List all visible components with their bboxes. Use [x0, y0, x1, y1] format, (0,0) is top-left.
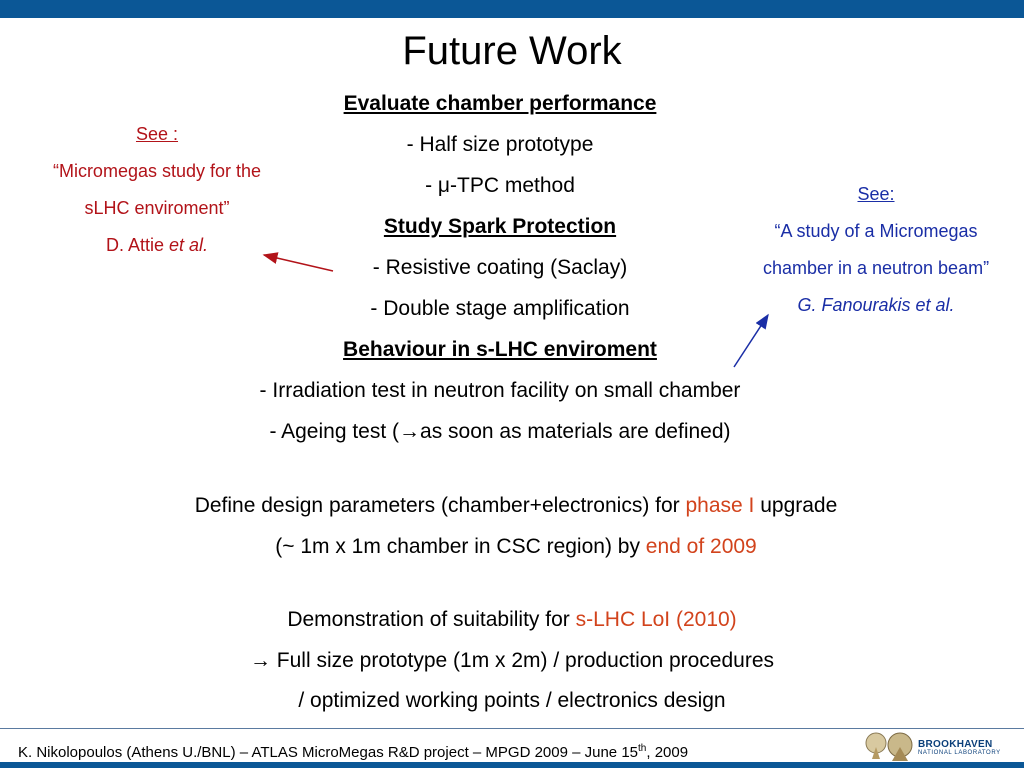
logo-name: BROOKHAVEN: [918, 739, 993, 750]
note-left-author-name: D. Attie: [105, 235, 169, 255]
footer-superscript: th: [638, 743, 647, 754]
note-left-title-1: “Micromegas study for the: [52, 161, 262, 181]
footer-year: , 2009: [646, 744, 689, 761]
item-resistive-coating: - Resistive coating (Saclay): [372, 256, 628, 279]
atlas-figure-icon: [862, 729, 916, 762]
item-double-stage: - Double stage amplification: [370, 297, 630, 320]
demo-line-2: → Full size prototype (1m x 2m) / production procedures: [249, 649, 775, 672]
item-half-size-prototype: - Half size prototype: [406, 133, 594, 156]
slide-title: Future Work: [402, 29, 622, 73]
item-mu-tpc-method: - μ-TPC method: [425, 174, 575, 197]
demo-line-1-text: Demonstration of suitability for: [287, 608, 576, 631]
design-line-2-text: (~ 1m x 1m chamber in CSC region) by: [275, 535, 646, 558]
note-right-author-name: G. Fanourakis et al.: [797, 295, 955, 315]
end-of-2009-highlight: end of 2009: [645, 535, 757, 558]
note-left-etal: et al.: [169, 235, 209, 255]
note-right-title-2: chamber in a neutron beam”: [762, 258, 990, 278]
note-right-title-1: “A study of a Micromegas: [774, 221, 978, 241]
section-heading-evaluate: Evaluate chamber performance: [343, 92, 657, 115]
note-right-heading: See:: [857, 184, 895, 204]
design-line-1-end: upgrade: [754, 494, 838, 517]
arrow-to-left-note: [264, 255, 333, 271]
design-line-1-text: Define design parameters (chamber+electronics) for: [194, 494, 686, 517]
bottom-bar: [0, 762, 1024, 768]
demo-line-3: / optimized working points / electronics design: [298, 689, 726, 712]
phase-one-highlight: phase I: [685, 494, 755, 517]
footer-citation: [18, 740, 688, 762]
item-ageing-test: - Ageing test (→as soon as materials are defined): [269, 420, 731, 443]
brookhaven-logo: [862, 729, 1024, 762]
note-left-title-2: sLHC enviroment”: [84, 198, 230, 218]
arrow-to-right-note: [734, 315, 768, 367]
note-left-heading: See :: [135, 124, 179, 144]
logo-subtitle: NATIONAL LABORATORY: [918, 750, 1001, 756]
slhc-loi-highlight: s-LHC LoI (2010): [575, 608, 737, 631]
section-heading-behaviour: Behaviour in s-LHC enviroment: [343, 338, 657, 361]
item-irradiation-test: - Irradiation test in neutron facility on small chamber: [259, 379, 741, 402]
footer-citation-text: K. Nikolopoulos (Athens U./BNL) – ATLAS MicroMegas R&D project – MPGD 2009 – June 15: [18, 744, 639, 761]
section-heading-spark-protection: Study Spark Protection: [383, 215, 617, 238]
